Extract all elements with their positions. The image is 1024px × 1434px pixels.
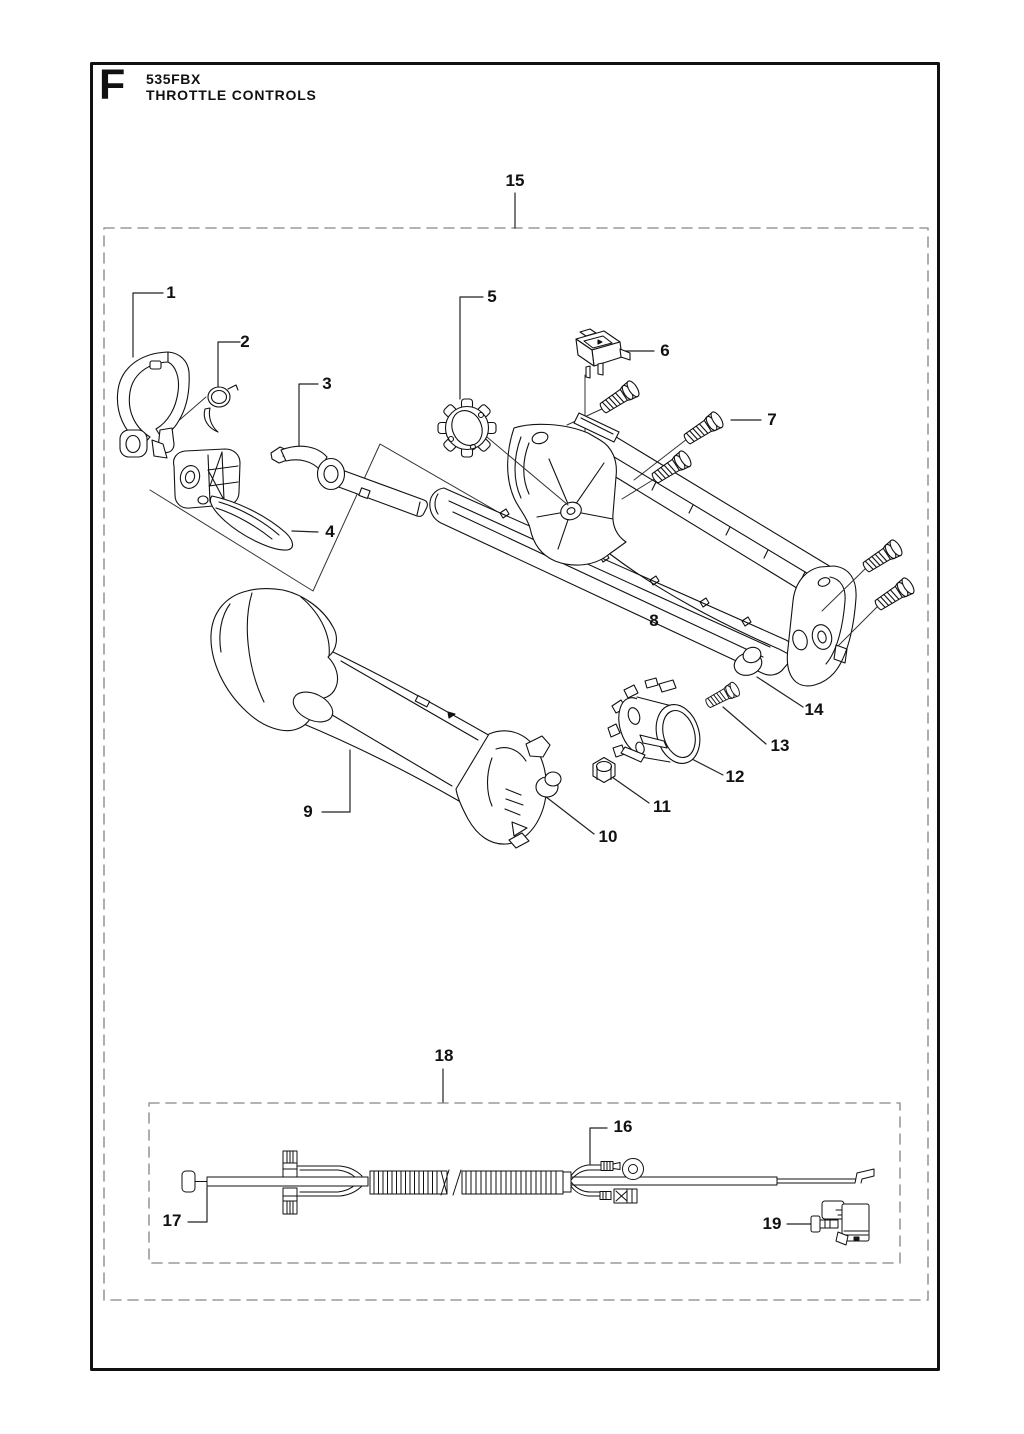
callout-19: 19 <box>762 1214 782 1233</box>
callout-18: 18 <box>434 1046 454 1065</box>
page-title: THROTTLE CONTROLS <box>146 87 317 103</box>
section-letter: F <box>99 61 126 109</box>
callout-11: 11 <box>653 797 671 816</box>
part-1-throttle-lockout <box>117 352 189 458</box>
callout-17: 17 <box>162 1211 182 1230</box>
part-5-gear-ring <box>438 399 496 457</box>
part-19-switch-connector <box>811 1201 869 1245</box>
callout-4: 4 <box>325 522 335 541</box>
callout-2: 2 <box>240 332 250 351</box>
callout-12: 12 <box>725 767 745 786</box>
part-6-stop-switch <box>576 329 630 378</box>
callout-8: 8 <box>649 611 659 630</box>
part-12-clamp <box>608 678 706 769</box>
part-4-throttle-trigger <box>174 449 293 550</box>
part-9-handle-body <box>211 589 550 848</box>
callout-6: 6 <box>660 341 670 360</box>
callout-7: 7 <box>767 410 777 429</box>
callout-1: 1 <box>166 283 176 302</box>
callout-10: 10 <box>598 827 618 846</box>
model-number: 535FBX <box>146 71 201 87</box>
callout-16: 16 <box>613 1117 633 1136</box>
callout-9: 9 <box>303 802 313 821</box>
callout-3: 3 <box>322 374 332 393</box>
callout-13: 13 <box>770 736 790 755</box>
part-2-spring-clip <box>204 385 238 432</box>
callout-leaders <box>133 193 812 1224</box>
callout-14: 14 <box>804 700 824 719</box>
part-13-screw <box>703 681 741 711</box>
part-3-throttle-lever <box>271 446 427 516</box>
cable-spring-sheath <box>370 1170 571 1195</box>
part-11-nut <box>593 758 615 783</box>
callout-5: 5 <box>487 287 497 306</box>
callout-15: 15 <box>505 171 525 190</box>
